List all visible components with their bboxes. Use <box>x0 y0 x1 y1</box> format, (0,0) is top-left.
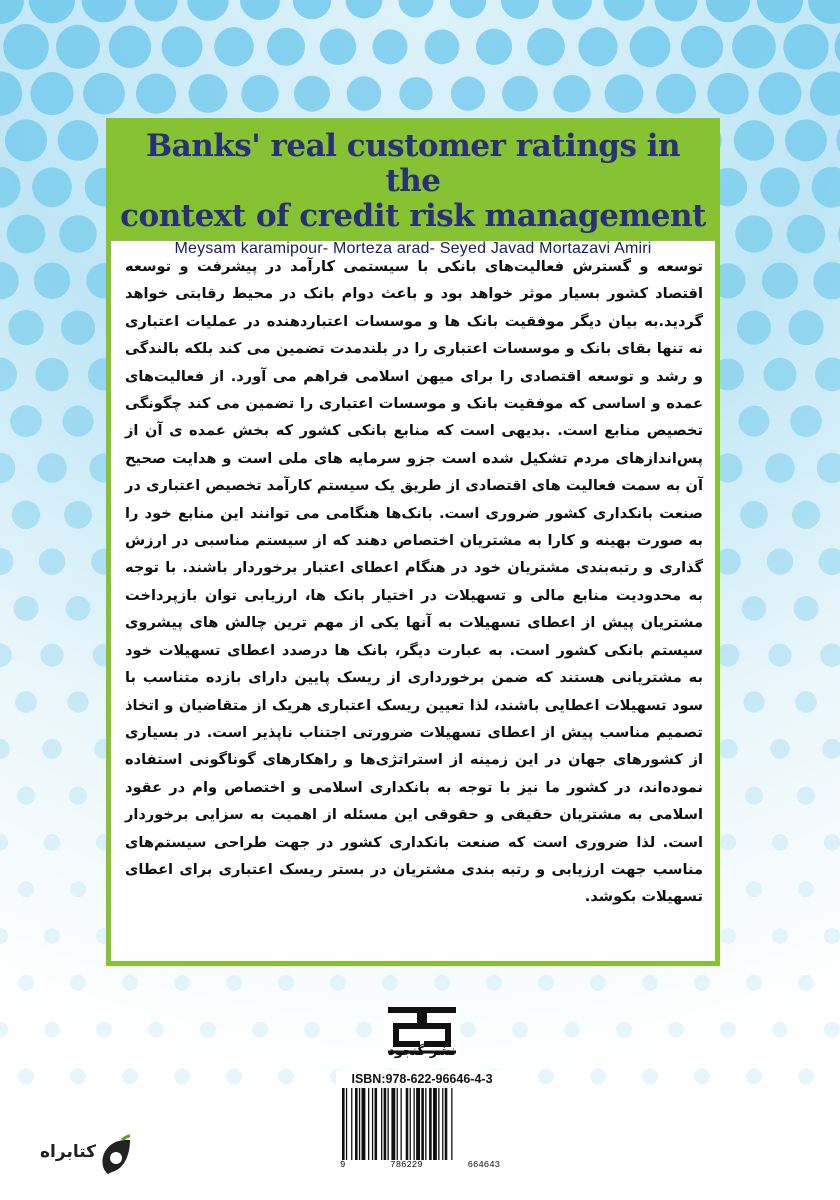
bubble-dot <box>735 215 772 252</box>
bubble-dot <box>770 739 790 759</box>
synopsis-text: توسعه و گسترش فعالیت‌های بانکی با سیستمی کارآمد در پیشرفت و توسعه اقتصاد کشور بسیار موثر خواهد بود و باعث دوام بانک در محیط رقابتی خواهد گردید.به بیان دیگر موفقیت بانک ها و موسسات اعتباردهنده در عملیات اعتباری نه تنها بقای بانک و موسسات اعتباری را در بلندمدت تضمین می کند بلکه بالندگی و رشد و توسعه اقتصادی را برای میهن اسلامی فراهم می آورد. از فعالیت‌های عمده و اساسی که موفقیت بانک و موسسات اعتباری را تضمین می کند چگونگی تخصیص منابع است. .بدیهی است که منابع بانکی کشور که بخش عمده ی آن از پس‌اندازهای مردم تشکیل شده است جزو سرمایه های ملی است و هدایت صحیح آن به سمت فعالیت های اقتصادی از طریق یک سیستم کارآمد تخصیص اعتباری در صنعت بانکداری کشور ضروری است. بانک‌ها هنگامی می توانند این منابع خود را به صورت بهینه و کارا به مشتریان اختصاص دهند که از سیستم مناسبی در ارزش گذاری و رتبه‌بندی مشتریان خود در هنگام اعطای اعتبار برخوردار باشند. با توجه به محدودیت منابع مالی و تسهیلات در اختیار بانک ها، ارزیابی توان بازپرداخت مشتریان پیش از اعطای تسهیلات به آنها یکی از مهم ترین چالش های پیشروی سیستم بانکی کشور است. به عبارت دیگر، بانک ها درصدد اعطای تسهیلات خود به مشتریانی هستند که ضمن برخورداری از ریسک پایین دارای بازده متناسب با سود تسهیلات اعطایی باشند، لذا تعیین ریسک اعتباری هریک از متقاضیان و اتخاذ تصمیم مناسب پیش از اعطای تسهیلات ضرورتی اجتناب ناپذیر است. در بسیاری از کشورهای جهان در این زمینه از استراتژی‌ها و راهکارهای گوناگونی استفاده نموده‌اند، در کشور ما نیز با توجه به بانکداری اسلامی و اختصاص وام در عقود اسلامی به مشتریان حقیقی و حقوقی این مسئله از اهمیت به سزایی برخوردار است. لذا ضروری است که صنعت بانکداری کشور در جهت طراحی سیستم‌های مناسب جهت ارزیابی و رتبه بندی مشتریان در بستر ریسک اعتباری برای اعطای تسهیلات بکوشد. <box>125 258 703 906</box>
barcode-bar <box>375 1088 378 1160</box>
barcode-bar <box>421 1088 424 1160</box>
bubble-dot <box>346 0 383 18</box>
bubble-dot <box>824 1022 840 1038</box>
bubble-dot <box>797 786 815 804</box>
bubble-dot <box>836 119 840 162</box>
authors-line: Meysam karamipour- Morteza arad- Seyed Javad Mortazavi Amiri <box>174 240 652 257</box>
bubble-dot <box>798 975 814 991</box>
bubble-dot <box>785 119 827 161</box>
bubble-dot <box>294 76 330 112</box>
barcode-bar <box>388 1088 389 1160</box>
bubble-dot <box>788 310 823 345</box>
barcode-bar <box>372 1088 373 1160</box>
bubble-dot <box>501 0 539 19</box>
bubble-dot <box>790 405 822 437</box>
bubble-dot <box>538 975 554 991</box>
bubble-dot <box>538 1068 554 1084</box>
barcode-bar <box>438 1088 439 1160</box>
bubble-dot <box>66 596 91 621</box>
bubble-dot <box>772 928 788 944</box>
bubble-dot <box>764 358 797 391</box>
bubble-dot <box>58 120 99 161</box>
bubble-dot <box>37 453 67 483</box>
barcode-bar <box>442 1088 443 1160</box>
bubble-dot <box>795 691 817 713</box>
bubble-dot <box>44 834 61 851</box>
bubble-dot <box>762 263 798 299</box>
barcode-bar <box>397 1088 398 1160</box>
bubble-dot <box>746 1068 762 1084</box>
bubble-dot <box>7 215 46 254</box>
bubble-dot <box>304 1022 320 1038</box>
barcode-bar <box>410 1088 411 1160</box>
title-band <box>111 123 715 257</box>
bubble-dot <box>737 311 771 345</box>
bubble-dot <box>810 71 840 115</box>
bubble-dot <box>824 834 840 851</box>
bubble-dot <box>293 0 331 19</box>
barcode-bar <box>414 1088 415 1160</box>
bubble-dot <box>3 24 49 70</box>
bubble-dot <box>69 787 87 805</box>
bubble-dot <box>552 0 592 20</box>
bubble-dot <box>527 28 565 66</box>
bubble-dot <box>820 643 840 666</box>
bubble-dot <box>798 881 814 897</box>
bubble-dot <box>240 0 280 20</box>
bubble-dot <box>822 739 840 759</box>
bubble-dot <box>0 262 19 300</box>
bubble-dot <box>768 644 791 667</box>
bubble-dot <box>590 975 606 991</box>
bubble-dot <box>815 357 840 391</box>
bubble-dot <box>214 27 254 67</box>
bubble-dot <box>0 643 12 667</box>
text-panel <box>106 118 720 966</box>
bubble-dot <box>759 72 802 115</box>
barcode-bar <box>401 1088 402 1160</box>
bubble-dot <box>148 1022 164 1038</box>
bubble-dot <box>787 215 826 254</box>
bubble-dot <box>835 23 840 70</box>
barcode-bars <box>340 1088 504 1160</box>
bubble-dot <box>767 548 793 574</box>
bubble-dot <box>18 1068 34 1084</box>
bubble-dot <box>0 0 24 24</box>
bubble-dot <box>654 0 697 22</box>
bubble-dot <box>642 975 658 991</box>
barcode <box>336 1070 508 1178</box>
barcode-lead-digit: 9 <box>340 1160 346 1170</box>
bubble-dot <box>59 215 97 253</box>
barcode-bar <box>406 1088 409 1160</box>
barcode-bar <box>429 1088 432 1160</box>
bubble-dot <box>605 74 644 113</box>
bubble-dot <box>720 834 736 850</box>
bubble-dot <box>5 119 47 161</box>
book-title-line-2: context of credit risk management <box>120 198 706 234</box>
bubble-dot <box>819 548 840 575</box>
barcode-bar <box>433 1088 437 1160</box>
bubble-dot <box>502 76 538 112</box>
bubble-dot <box>399 77 432 110</box>
bubble-dot <box>824 928 840 944</box>
bubble-dot <box>226 975 242 991</box>
bubble-dot <box>813 262 840 299</box>
bubble-dot <box>347 76 382 111</box>
bubble-dot <box>187 0 229 21</box>
bubble-dot <box>564 1022 580 1038</box>
bubble-dot <box>694 975 710 991</box>
barcode-bar <box>362 1088 366 1160</box>
bubble-dot <box>200 1022 216 1038</box>
bubble-dot <box>356 1022 372 1038</box>
bubble-dot <box>0 928 8 944</box>
bubble-dot <box>278 975 294 991</box>
bubble-dot <box>82 0 127 22</box>
bubble-dot <box>745 787 763 805</box>
bubble-dot <box>15 691 37 713</box>
bubble-dot <box>630 26 671 67</box>
bubble-dot <box>0 453 15 484</box>
bubble-dot <box>122 1068 138 1084</box>
bubble-dot <box>808 0 840 24</box>
bubble-dot <box>226 1068 242 1084</box>
bubble-dot <box>267 28 305 66</box>
bubble-dot <box>161 26 202 67</box>
store-name: کتابراه <box>40 1142 97 1162</box>
bubble-dot <box>62 406 93 437</box>
publisher-name: نشر گنجود <box>388 1044 456 1059</box>
bubble-dot <box>241 75 278 112</box>
bubble-dot <box>0 1022 8 1038</box>
bubble-dot <box>694 1068 710 1084</box>
bubble-dot <box>486 975 502 991</box>
bubble-dot <box>278 1068 294 1084</box>
bubble-dot <box>29 0 75 23</box>
bubble-dot <box>174 975 190 991</box>
bubble-dot <box>772 1022 788 1038</box>
bubble-dot <box>425 29 460 64</box>
barcode-bar <box>346 1088 347 1160</box>
bubble-dot <box>720 928 736 944</box>
bubble-dot <box>320 29 357 66</box>
bubble-dot <box>720 1022 736 1038</box>
bubble-dot <box>760 167 800 207</box>
bubble-dot <box>553 75 590 112</box>
barcode-bar <box>351 1088 352 1160</box>
bubble-dot <box>746 975 762 991</box>
bubble-dot <box>642 1068 658 1084</box>
barcode-bar <box>425 1088 426 1160</box>
bubble-dot <box>64 501 92 529</box>
bubble-dot <box>34 263 70 299</box>
bubble-dot <box>798 1068 814 1084</box>
bubble-dot <box>746 881 762 897</box>
bubble-dot <box>56 25 100 69</box>
bubble-dot <box>765 453 795 483</box>
bubble-dot <box>30 72 73 115</box>
barcode-right-digits: 664643 <box>467 1160 500 1170</box>
bubble-dot <box>8 310 43 345</box>
bubble-dot <box>0 71 22 116</box>
barcode-left-digits: 786229 <box>390 1160 423 1170</box>
book-title-line-1: Banks' real customer ratings in the <box>145 128 681 199</box>
barcode-bar <box>342 1088 345 1160</box>
bubble-dot <box>189 74 228 113</box>
bubble-dot <box>10 405 42 437</box>
bubble-dot <box>792 501 820 529</box>
bubble-dot <box>451 76 485 110</box>
bubble-dot <box>70 881 86 897</box>
barcode-bar <box>391 1088 395 1160</box>
bubble-dot <box>44 928 60 944</box>
bubble-dot <box>0 167 21 208</box>
bubble-dot <box>70 975 86 991</box>
bubble-dot <box>794 596 819 621</box>
bubble-dot <box>83 73 125 115</box>
bubble-dot <box>18 881 34 897</box>
barcode-bar <box>445 1088 448 1160</box>
barcode-digits <box>340 1160 504 1170</box>
bubble-dot <box>134 0 177 22</box>
bubble-dot <box>734 120 775 161</box>
bubble-dot <box>718 739 738 759</box>
bubble-dot <box>40 644 63 667</box>
barcode-bar <box>368 1088 369 1160</box>
bubble-dot <box>707 73 748 114</box>
bubble-dot <box>739 406 770 437</box>
bubble-dot <box>18 975 34 991</box>
bubble-dot <box>817 453 840 483</box>
bubble-dot <box>0 548 14 575</box>
bubble-dot <box>512 1022 528 1038</box>
barcode-bar <box>416 1088 420 1160</box>
bubble-dot <box>42 739 62 759</box>
bubble-dot <box>12 501 40 529</box>
bubble-dot <box>35 358 68 391</box>
bubble-dot <box>812 167 840 208</box>
bubble-dot <box>70 1068 86 1084</box>
bubble-dot <box>398 0 433 18</box>
barcode-bar <box>384 1088 387 1160</box>
bubble-dot <box>590 1068 606 1084</box>
bubble-dot <box>740 501 768 529</box>
bubble-dot <box>44 1022 60 1038</box>
bubble-dot <box>732 25 776 69</box>
isbn-text: ISBN:978-622-96646-4-3 <box>351 1072 493 1086</box>
bubble-dot <box>61 310 95 344</box>
barcode-bar <box>359 1088 360 1160</box>
bubble-dot <box>13 596 38 621</box>
bubble-dot <box>616 1022 632 1038</box>
bubble-dot <box>772 834 789 851</box>
bubble-dot <box>706 0 751 22</box>
bubble-dot <box>252 1022 268 1038</box>
bubble-dot <box>450 0 487 18</box>
bubble-dot <box>668 1022 684 1038</box>
bubble-dot <box>96 1022 112 1038</box>
bubble-dot <box>109 26 152 69</box>
bubble-dot <box>39 548 65 574</box>
bubble-dot <box>656 74 696 114</box>
bubble-dot <box>603 0 644 21</box>
bubble-dot <box>17 786 35 804</box>
bubble-dot <box>783 24 828 69</box>
publisher-logo-icon <box>380 988 464 1072</box>
barcode-bar <box>381 1088 382 1160</box>
bubble-dot <box>757 0 803 23</box>
bubble-dot <box>578 27 617 66</box>
bubble-dot <box>67 691 88 712</box>
bubble-dot <box>717 644 740 667</box>
bubble-dot <box>681 26 723 68</box>
bubble-dot <box>742 596 767 621</box>
bubble-dot <box>372 29 407 64</box>
bubble-dot <box>136 73 176 113</box>
bubble-dot <box>0 357 17 391</box>
bubble-dot <box>32 167 72 207</box>
bubble-dot <box>122 975 138 991</box>
barcode-bar <box>451 1088 452 1160</box>
bubble-dot <box>330 975 346 991</box>
barcode-bar <box>355 1088 358 1160</box>
bubble-dot <box>174 1068 190 1084</box>
bubble-dot <box>0 834 8 851</box>
bubble-dot <box>0 739 10 759</box>
bubble-dot <box>476 29 512 65</box>
bubble-dot <box>743 691 764 712</box>
